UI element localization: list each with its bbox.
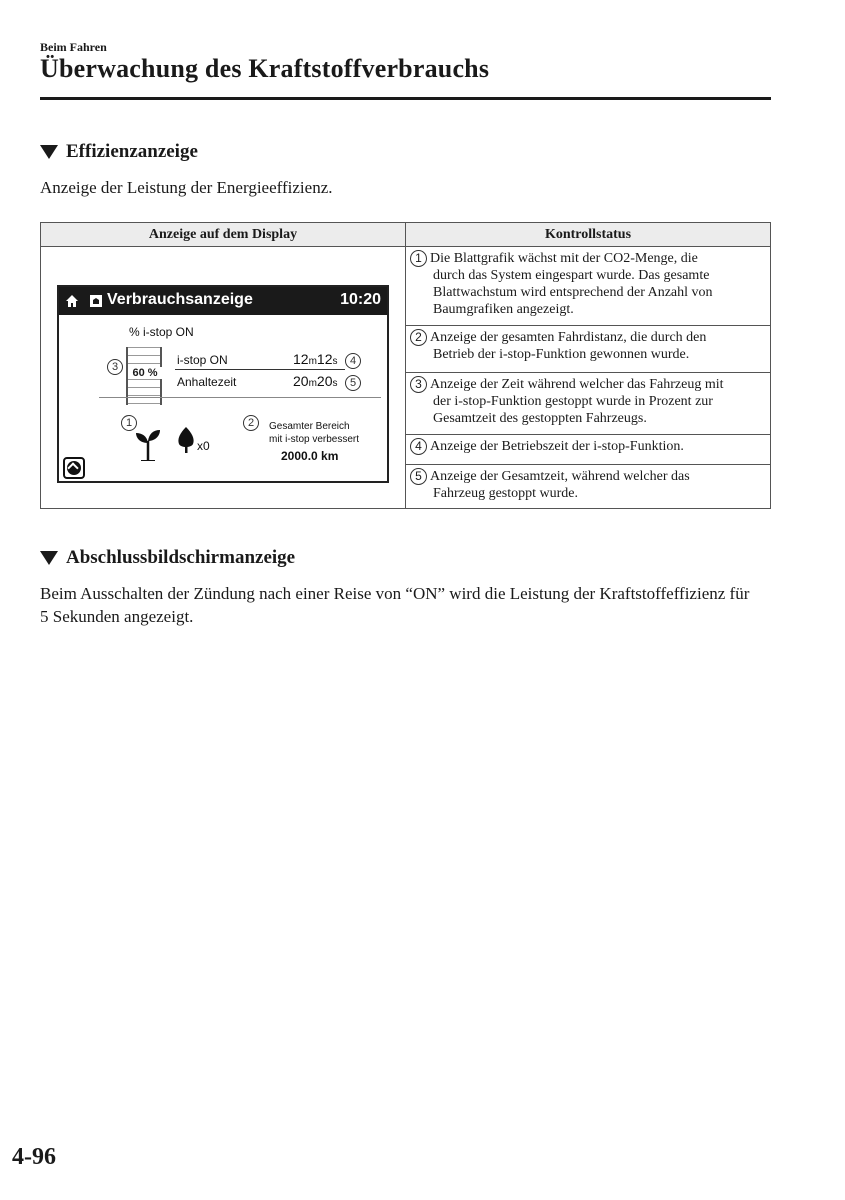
tree-count: x0 bbox=[197, 439, 210, 453]
status-num-2: 2 bbox=[410, 329, 427, 346]
istop-on-time: 12m12s bbox=[293, 351, 338, 367]
screen-header-bar bbox=[59, 287, 387, 315]
status-column bbox=[406, 223, 770, 508]
home-icon bbox=[65, 294, 79, 308]
section-divider bbox=[99, 397, 381, 398]
tree-icon bbox=[177, 427, 195, 453]
status-num-3: 3 bbox=[410, 376, 427, 393]
title-divider bbox=[40, 97, 771, 100]
fuel-monitor-icon bbox=[89, 294, 103, 308]
callout-1: 1 bbox=[121, 415, 137, 431]
range-label-2: mit i-stop verbessert bbox=[269, 434, 360, 445]
status-row-3: 3 Anzeige der Zeit während welcher das Fahrzeug mit der i-stop-Funktion gestoppt wurde in Prozent zur Gesamtzeit des gestoppten Fahrzeugs. bbox=[406, 373, 770, 435]
status-num-1: 1 bbox=[410, 250, 427, 267]
gauge-percent: 60 % bbox=[128, 367, 162, 379]
callout-3: 3 bbox=[107, 359, 123, 375]
callout-2: 2 bbox=[243, 415, 259, 431]
status-num-5: 5 bbox=[410, 468, 427, 485]
display-column-header: Anzeige auf dem Display bbox=[41, 223, 405, 247]
stop-time-value: 20m20s bbox=[293, 373, 338, 389]
heading-efficiency bbox=[40, 141, 198, 163]
status-column-header: Kontrollstatus bbox=[406, 223, 770, 247]
efficiency-intro: Anzeige der Leistung der Energieeffizienz. bbox=[40, 178, 333, 197]
display-column bbox=[41, 223, 406, 508]
callout-5: 5 bbox=[345, 375, 361, 391]
istop-percent-label: % i-stop ON bbox=[129, 325, 194, 339]
stop-time-label: Anhaltezeit bbox=[177, 375, 237, 389]
status-row-1: 1 Die Blattgrafik wächst mit der CO2-Menge, die durch das System eingespart wurde. Das gesamte Blattwachstum wird entsprechend der Anzahl von Baumgrafiken angezeigt. bbox=[406, 247, 770, 326]
section-label: Beim Fahren bbox=[40, 40, 107, 54]
leaf-sprout-icon bbox=[133, 427, 163, 461]
heading-final-screen-text: Abschlussbildschirmanzeige bbox=[66, 547, 296, 568]
heading-final-screen bbox=[40, 547, 295, 569]
screen-clock: 10:20 bbox=[340, 291, 381, 308]
status-row-4: 4 Anzeige der Betriebszeit der i-stop-Funktion. bbox=[406, 435, 770, 465]
final-screen-text: Beim Ausschalten der Zündung nach einer Reise von “ON” wird die Leistung der Kraftstoffeffizienz für 5 Sekunden angezeigt. bbox=[40, 584, 750, 626]
row-divider bbox=[175, 369, 345, 370]
range-value: 2000.0 km bbox=[281, 449, 339, 463]
status-row-2: 2 Anzeige der gesamten Fahrdistanz, die durch den Betrieb der i-stop-Funktion gewonnen wurde. bbox=[406, 326, 770, 373]
efficiency-table bbox=[40, 222, 771, 509]
status-row-5: 5 Anzeige der Gesamtzeit, während welcher das Fahrzeug gestoppt wurde. bbox=[406, 465, 770, 508]
range-label-1: Gesamter Bereich bbox=[269, 421, 350, 432]
triangle-bullet-icon bbox=[40, 145, 58, 159]
callout-4: 4 bbox=[345, 353, 361, 369]
scroll-up-button[interactable] bbox=[63, 457, 85, 479]
consumption-screen bbox=[57, 285, 389, 483]
screen-title: Verbrauchsanzeige bbox=[107, 291, 253, 308]
triangle-bullet-icon bbox=[40, 551, 58, 565]
heading-efficiency-text: Effizienzanzeige bbox=[66, 141, 198, 162]
status-num-4: 4 bbox=[410, 438, 427, 455]
istop-on-label: i-stop ON bbox=[177, 353, 228, 367]
page-title: Überwachung des Kraftstoffverbrauchs bbox=[40, 54, 490, 83]
page-number: 4-96 bbox=[12, 1144, 56, 1170]
